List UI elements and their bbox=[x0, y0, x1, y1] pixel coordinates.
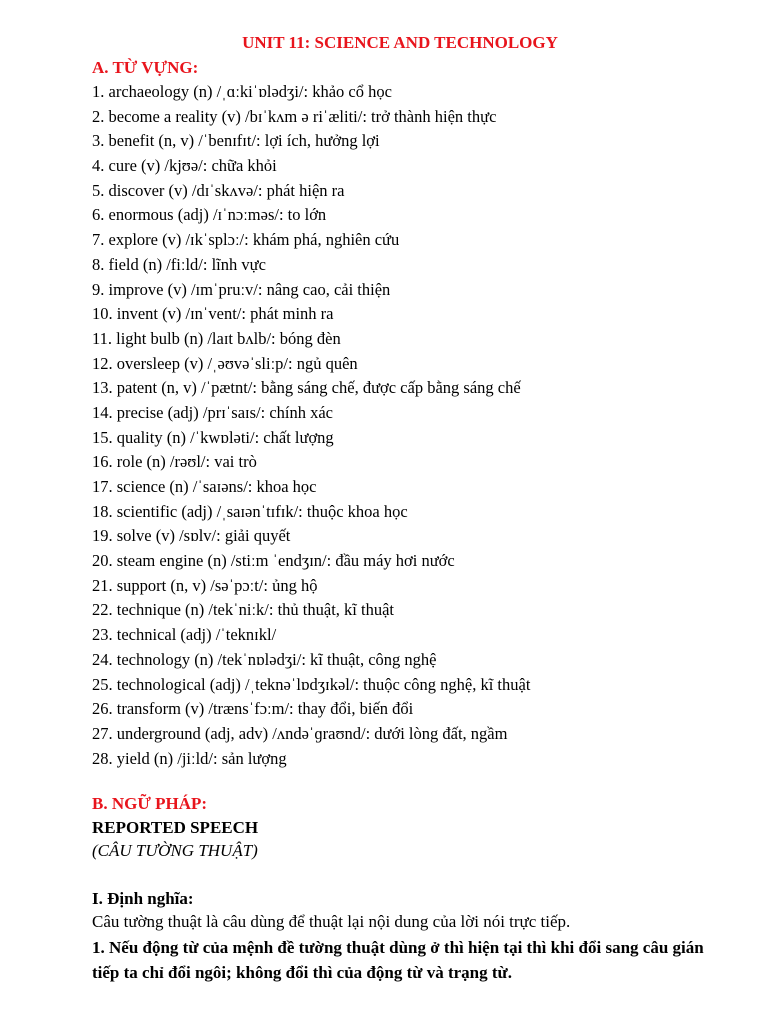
vocab-item: 23. technical (adj) /ˈteknɪkl/ bbox=[92, 625, 277, 645]
vocab-item: 11. light bulb (n) /laɪt bʌlb/: bóng đèn bbox=[92, 328, 341, 348]
definition-text: Câu tường thuật là câu dùng để thuật lại nội dung của lời nói trực tiếp. bbox=[92, 912, 571, 931]
vocab-item: 1. archaeology (n) /ˌɑːkiˈɒlədʒi/: khảo cổ học bbox=[92, 82, 392, 101]
vocab-item: 25. technological (adj) /ˌteknəˈlɒdʒɪkəl/: thuộc công nghệ, kĩ thuật bbox=[92, 674, 531, 694]
vocab-item: 26. transform (v) /trænsˈfɔːm/: thay đổi, biến đổi bbox=[92, 699, 414, 719]
definition-heading: I. Định nghĩa: bbox=[92, 889, 194, 908]
vocab-item: 12. oversleep (v) /ˌəʊvəˈsliːp/: ngủ quên bbox=[92, 353, 358, 373]
vocab-item: 15. quality (n) /ˈkwɒləti/: chất lượng bbox=[92, 427, 334, 447]
grammar-heading: B. NGỮ PHÁP: bbox=[92, 794, 208, 813]
vocab-item: 9. improve (v) /ɪmˈpruːv/: nâng cao, cải thiện bbox=[92, 279, 391, 299]
vocab-item: 28. yield (n) /jiːld/: sản lượng bbox=[92, 748, 287, 768]
vocab-heading: A. TỪ VỰNG: bbox=[92, 58, 199, 77]
vocab-item: 18. scientific (adj) /ˌsaɪənˈtɪfɪk/: thuộc khoa học bbox=[92, 501, 408, 521]
vocab-item: 21. support (n, v) /səˈpɔːt/: ủng hộ bbox=[92, 575, 318, 595]
vocab-item: 8. field (n) /fiːld/: lĩnh vực bbox=[92, 254, 266, 274]
vocab-item: 6. enormous (adj) /ɪˈnɔːməs/: to lớn bbox=[92, 205, 327, 225]
vocab-item: 3. benefit (n, v) /ˈbenɪfɪt/: lợi ích, hưởng lợi bbox=[92, 131, 380, 151]
vocab-item: 17. science (n) /ˈsaɪəns/: khoa học bbox=[92, 477, 317, 496]
grammar-title: REPORTED SPEECH bbox=[92, 818, 259, 837]
vocab-item: 2. become a reality (v) /bɪˈkʌm ə riˈæliti/: trở thành hiện thực bbox=[92, 106, 497, 126]
vocab-item: 27. underground (adj, adv) /ʌndəˈɡraʊnd/: dưới lòng đất, ngầm bbox=[92, 723, 508, 743]
vocab-item: 20. steam engine (n) /stiːm ˈendʒɪn/: đầu máy hơi nước bbox=[92, 551, 455, 571]
vocab-list bbox=[92, 81, 752, 772]
rule-1: 1. Nếu động từ của mệnh đề tường thuật dùng ở thì hiện tại thì khi đổi sang câu gián tiếp ta chỉ đổi ngôi; không đổi thì của động từ và trạng từ. bbox=[92, 938, 704, 982]
vocab-item: 22. technique (n) /tekˈniːk/: thủ thuật, kĩ thuật bbox=[92, 600, 394, 620]
vocab-item: 10. invent (v) /ɪnˈvent/: phát minh ra bbox=[92, 304, 334, 324]
vocab-item: 13. patent (n, v) /ˈpætnt/: bằng sáng chế, được cấp bằng sáng chế bbox=[92, 378, 521, 398]
grammar-subtitle: (CÂU TƯỜNG THUẬT) bbox=[92, 841, 258, 860]
vocab-item: 4. cure (v) /kjʊə/: chữa khỏi bbox=[92, 156, 277, 176]
vocab-item: 19. solve (v) /sɒlv/: giải quyết bbox=[92, 526, 291, 546]
vocab-item: 5. discover (v) /dɪˈskʌvə/: phát hiện ra bbox=[92, 180, 345, 200]
vocab-item: 24. technology (n) /tekˈnɒlədʒi/: kĩ thuật, công nghệ bbox=[92, 649, 437, 669]
vocab-item: 14. precise (adj) /prɪˈsaɪs/: chính xác bbox=[92, 402, 333, 422]
vocab-item: 7. explore (v) /ɪkˈsplɔː/: khám phá, nghiên cứu bbox=[92, 230, 400, 250]
vocab-item: 16. role (n) /rəʊl/: vai trò bbox=[92, 452, 257, 472]
unit-title: UNIT 11: SCIENCE AND TECHNOLOGY bbox=[242, 33, 558, 52]
